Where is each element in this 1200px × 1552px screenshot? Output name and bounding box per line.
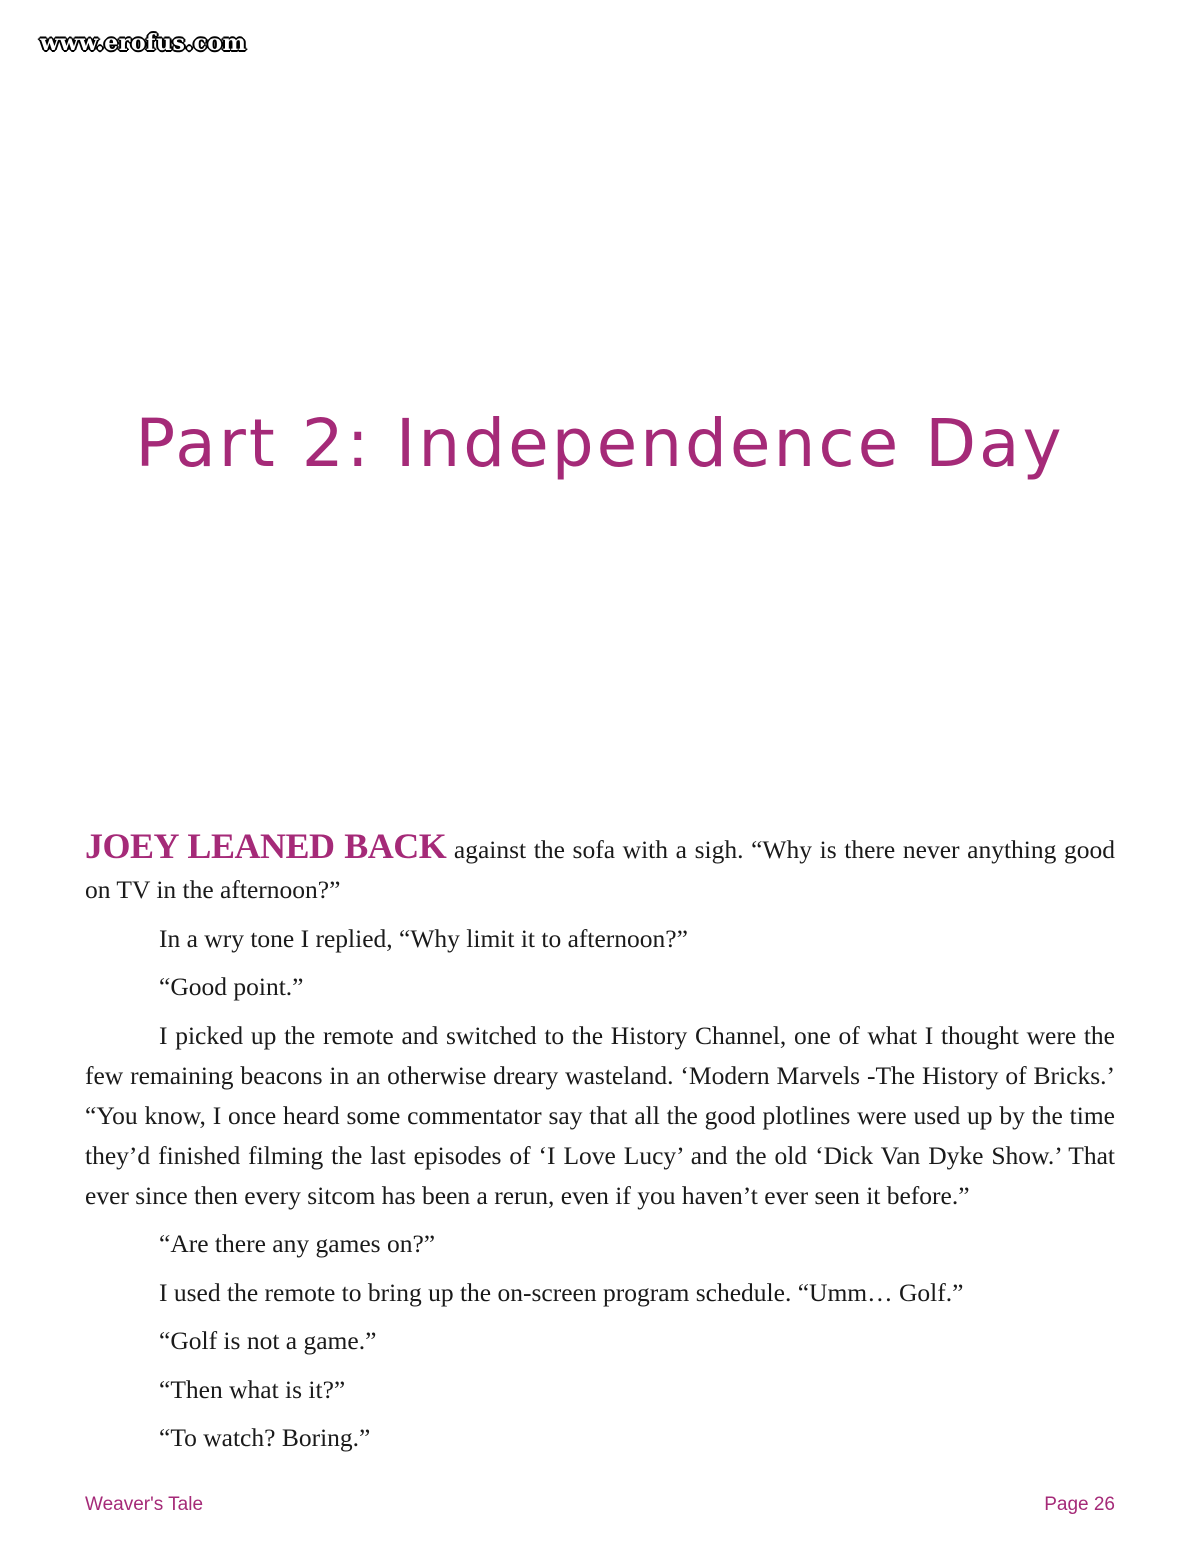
part-title: Part 2: Independence Day [135, 405, 1065, 482]
lead-in: JOEY LEANED BACK [85, 826, 447, 866]
body-text [85, 826, 1115, 1467]
paragraph-9: “To watch? Boring.” [159, 1423, 371, 1452]
footer-book-title: Weaver's Tale [85, 1494, 204, 1515]
paragraph-8: “Then what is it?” [159, 1374, 346, 1404]
paragraph-3: “Good point.” [159, 972, 304, 1001]
paragraph-1-text: against the sofa with a sigh. “Why is there never anything good on TV in the afternoon?” [85, 835, 1116, 904]
paragraph-7: “Golf is not a game.” [159, 1326, 377, 1355]
footer-page-number: Page 26 [1044, 1494, 1115, 1515]
paragraph-2: In a wry tone I replied, “Why limit it to afternoon?” [159, 923, 688, 953]
paragraph-5: “Are there any games on?” [159, 1229, 436, 1258]
paragraph-6: I used the remote to bring up the on-screen program schedule. “Umm… Golf.” [159, 1277, 964, 1307]
paragraph-4: I picked up the remote and switched to the History Channel, one of what I thought were the few remaining beacons in an otherwise dreary wasteland. ‘Modern Marvels -The History of Bricks.’ “You know, I once heard some commentator say that all the good plotlines were used up by the time they’d finished filming the last episodes of ‘I Love Lucy’ and the old ‘Dick Van Dyke Show.’ That ever since then every sitcom has been a rerun, even if you haven’t ever seen it before.” [85, 1020, 1115, 1210]
watermark: www.erofus.com [40, 30, 247, 56]
paragraph-1 [85, 826, 1115, 910]
